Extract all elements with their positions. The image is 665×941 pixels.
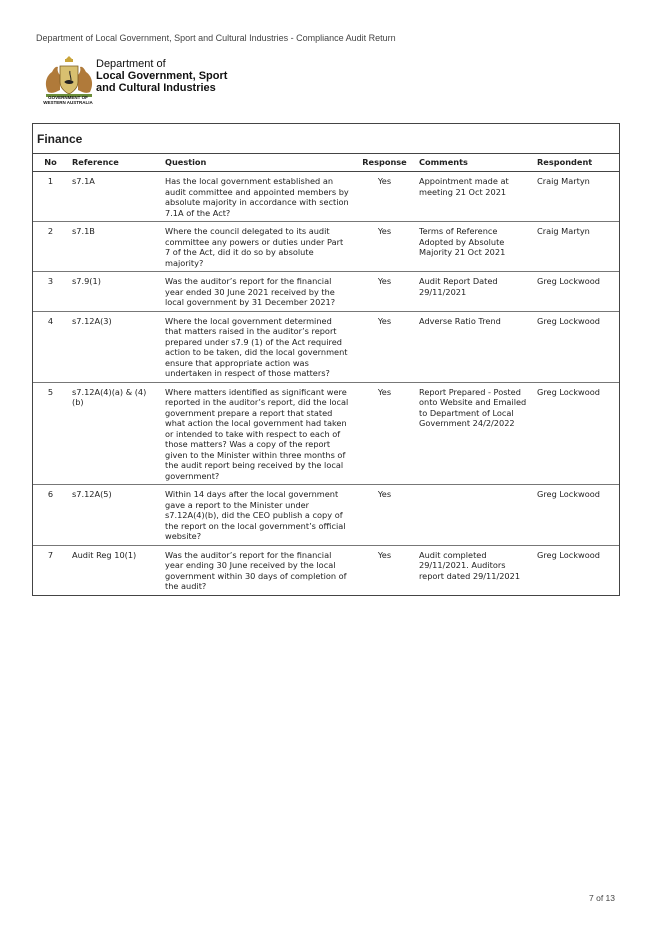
row-comments: Adverse Ratio Trend — [415, 311, 533, 382]
col-header-no: No — [33, 154, 68, 172]
row-comments: Report Prepared - Posted onto Website and Emailed to Department of Local Government 24/2/2022 — [415, 382, 533, 485]
row-question: Where the council delegated to its audit committee any powers or duties under Part 7 of the Act, did it do so by absolute majority? — [161, 222, 354, 272]
running-header: Department of Local Government, Sport and Cultural Industries - Compliance Audit Return — [36, 33, 396, 43]
col-header-response: Response — [354, 154, 415, 172]
row-respondent: Greg Lockwood — [533, 382, 619, 485]
department-name — [96, 58, 227, 94]
row-response: Yes — [354, 311, 415, 382]
row-comments: Appointment made at meeting 21 Oct 2021 — [415, 172, 533, 222]
row-comments: Audit completed 29/11/2021. Auditors report dated 29/11/2021 — [419, 549, 521, 581]
org-line-3: and Cultural Industries — [96, 82, 216, 94]
row-reference: s7.12A(3) — [68, 311, 161, 382]
row-response: Yes — [354, 382, 415, 485]
row-respondent: Craig Martyn — [533, 222, 619, 272]
row-comments: Terms of Reference Adopted by Absolute Majority 21 Oct 2021 — [415, 222, 533, 272]
row-respondent: Craig Martyn — [533, 172, 619, 222]
row-response: Yes — [354, 222, 415, 272]
row-no: 4 — [33, 311, 68, 382]
row-respondent: Greg Lockwood — [533, 485, 619, 546]
gov-line-1: GOVERNMENT OF — [48, 95, 88, 100]
page-number: 7 of 13 — [589, 893, 615, 903]
row-response: Yes — [354, 485, 415, 546]
table-header-row — [33, 154, 619, 172]
row-reference: s7.1B — [68, 222, 161, 272]
row-reference: s7.9(1) — [68, 272, 161, 312]
gov-line-2: WESTERN AUSTRALIA — [43, 100, 93, 105]
row-reference: Audit Reg 10(1) — [72, 549, 137, 560]
row-reference: s7.1A — [68, 172, 161, 222]
section-title: Finance — [33, 124, 619, 154]
table-row — [33, 172, 619, 222]
row-question: Was the auditor’s report for the financial year ending 30 June received by the local government within 30 days of completion of the audit? — [165, 549, 347, 591]
compliance-table — [33, 154, 619, 595]
col-header-question: Question — [161, 154, 354, 172]
row-response: Yes — [354, 172, 415, 222]
row-respondent: Greg Lockwood — [533, 272, 619, 312]
row-comments — [415, 485, 533, 546]
row-reference: s7.12A(4)(a) & (4)(b) — [68, 382, 161, 485]
row-response: Yes — [354, 272, 415, 312]
table-row — [33, 311, 619, 382]
row-no: 3 — [33, 272, 68, 312]
org-line-1: Department of — [96, 58, 166, 70]
table-row — [33, 272, 619, 312]
table-row — [33, 222, 619, 272]
row-no: 1 — [33, 172, 68, 222]
row-no: 7 — [47, 549, 54, 560]
table-row — [33, 545, 619, 595]
table-row — [33, 485, 619, 546]
org-line-2: Local Government, Sport — [96, 70, 228, 82]
row-question: Within 14 days after the local government gave a report to the Minister under s7.12A(4)(b), did the CEO publish a copy of the report on the local government’s official website? — [161, 485, 354, 546]
row-question: Where the local government determined that matters raised in the auditor’s report prepared under s7.9 (1) of the Act required action to be taken, did the local government ensure that appropriate action was undertaken in respect of those matters? — [161, 311, 354, 382]
col-header-respondent: Respondent — [533, 154, 619, 172]
government-label — [38, 95, 98, 105]
row-question: Has the local government established an audit committee and appointed members by absolute majority in accordance with section 7.1A of the Act? — [161, 172, 354, 222]
row-respondent: Greg Lockwood — [533, 311, 619, 382]
row-response: Yes — [377, 549, 392, 560]
row-no: 2 — [33, 222, 68, 272]
finance-section — [32, 123, 620, 596]
col-header-reference: Reference — [68, 154, 161, 172]
row-reference: s7.12A(5) — [68, 485, 161, 546]
row-comments: Audit Report Dated 29/11/2021 — [415, 272, 533, 312]
table-row — [33, 382, 619, 485]
row-question: Was the auditor’s report for the financial year ended 30 June 2021 received by the local government by 31 December 2021? — [161, 272, 354, 312]
row-question: Where matters identified as significant were reported in the auditor’s report, did the local government prepare a report that stated what action the local government had taken or intended to take with respect to each of those matters? Was a copy of the report given to the Minister within three months of the audit report being received by the local government? — [161, 382, 354, 485]
col-header-comments: Comments — [415, 154, 533, 172]
row-no: 5 — [33, 382, 68, 485]
row-respondent: Greg Lockwood — [537, 549, 600, 560]
row-no: 6 — [33, 485, 68, 546]
